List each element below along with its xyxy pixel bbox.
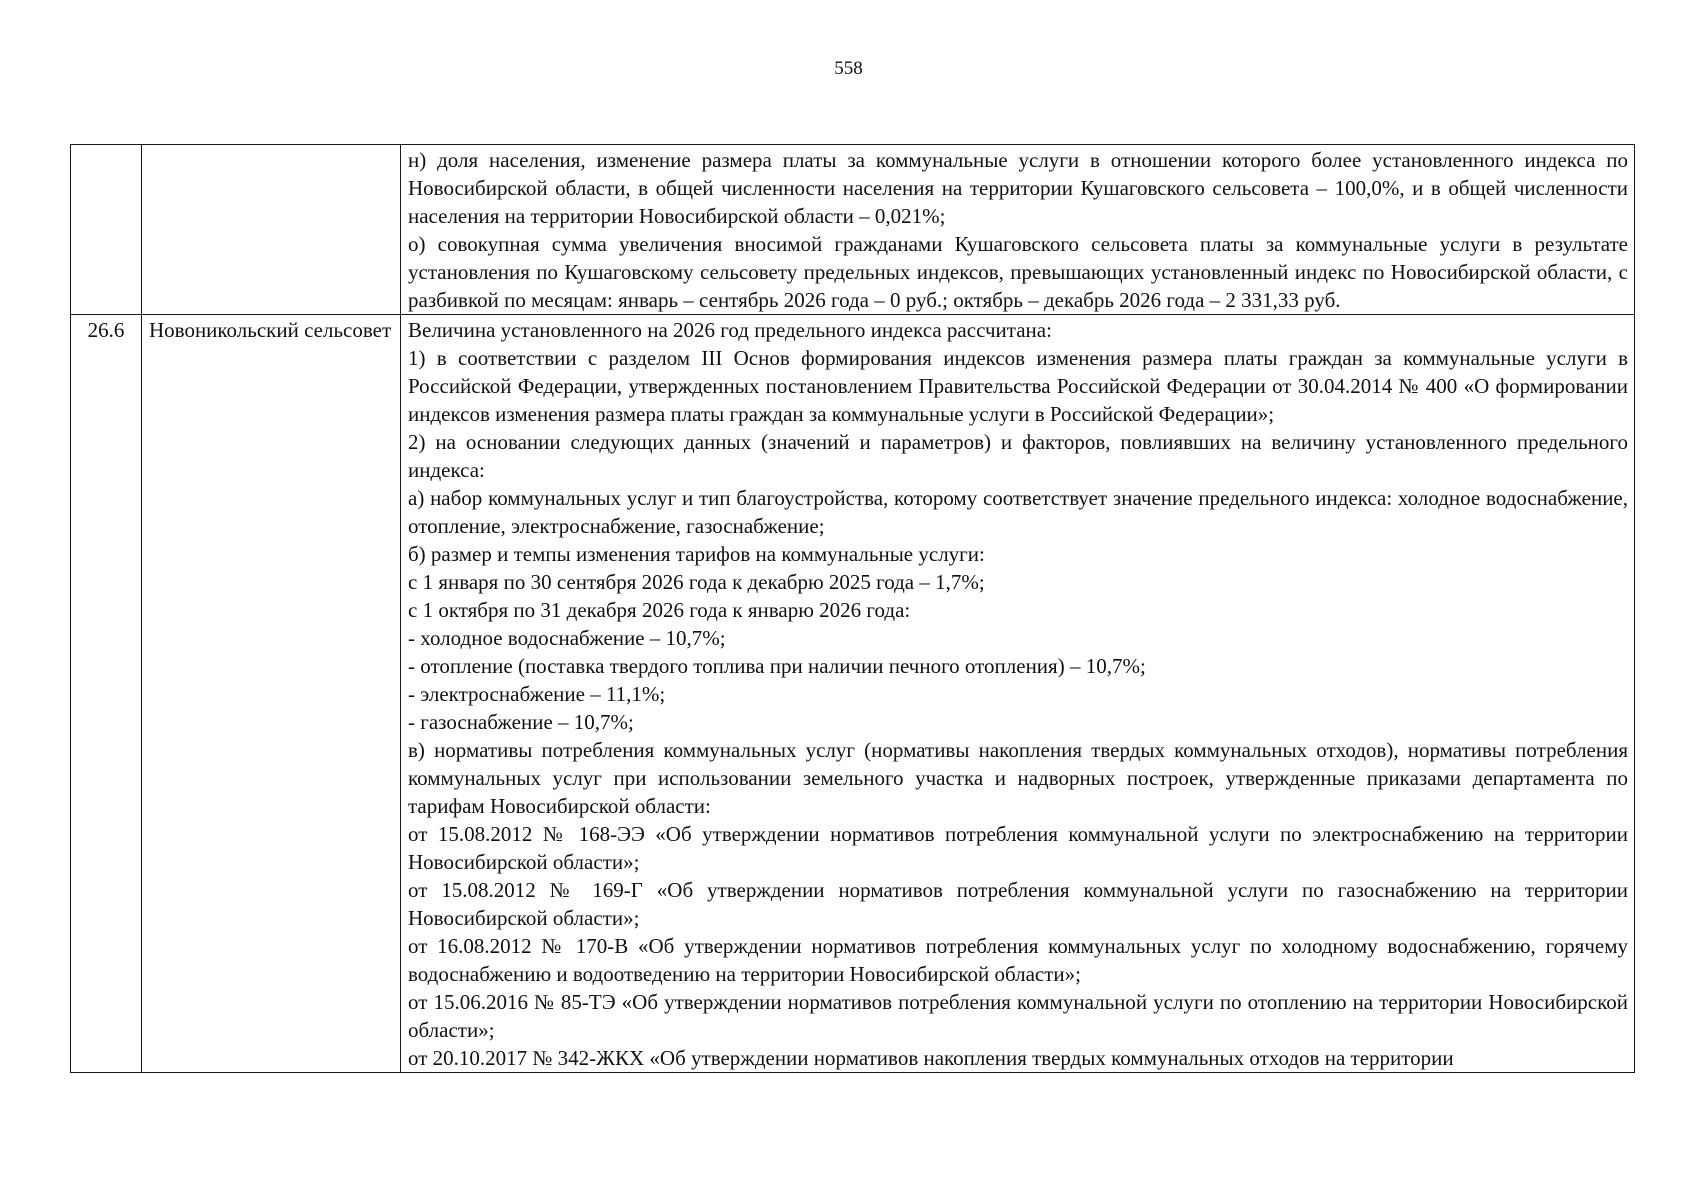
paragraph: - газоснабжение – 10,7%; bbox=[408, 710, 634, 734]
paragraph: Величина установленного на 2026 год предельного индекса рассчитана: bbox=[408, 318, 1052, 342]
row-number-cell bbox=[71, 145, 142, 315]
paragraph: от 16.08.2012 № 170-В «Об утверждении нормативов потребления коммунальных услуг по холодному водоснабжению, горячему водоснабжению и водоотведению на территории Новосибирской области»; bbox=[408, 934, 1628, 986]
paragraph: с 1 января по 30 сентября 2026 года к декабрю 2025 года – 1,7%; bbox=[408, 570, 985, 594]
paragraph: о) совокупная сумма увеличения вносимой гражданами Кушаговского сельсовета платы за коммунальные услуги в результате установления по Кушаговскому сельсовету предельных индексов, превышающих установленный индекс по Новосибирской области, с разбивкой по месяцам: январь – сентябрь 2026 года – 0 руб.; октябрь – декабрь 2026 года – 2 331,33 руб. bbox=[408, 232, 1628, 312]
paragraph: в) нормативы потребления коммунальных услуг (нормативы накопления твердых коммунальных отходов), нормативы потребления коммунальных услуг при использовании земельного участка и надворных построек, утвержденные приказами департамента по тарифам Новосибирской области: bbox=[408, 738, 1628, 818]
paragraph: - отопление (поставка твердого топлива при наличии печного отопления) – 10,7%; bbox=[408, 654, 1146, 678]
paragraph: 1) в соответствии с разделом III Основ формирования индексов изменения размера платы граждан за коммунальные услуги в Российской Федерации, утвержденных постановлением Правительства Российской Федерации от 30.04.2014 № 400 «О формировании индексов изменения размера платы граждан за коммунальные услуги в Российской Федерации»; bbox=[408, 346, 1628, 426]
paragraph: б) размер и темпы изменения тарифов на коммунальные услуги: bbox=[408, 542, 985, 566]
tariff-index-table bbox=[70, 144, 1635, 1073]
paragraph: - холодное водоснабжение – 10,7%; bbox=[408, 626, 726, 650]
paragraph: н) доля населения, изменение размера платы за коммунальные услуги в отношении которого более установленного индекса по Новосибирской области, в общей численности населения на территории Кушаговского сельсовета – 100,0%, и в общей численности населения на территории Новосибирской области – 0,021%; bbox=[408, 148, 1628, 228]
paragraph: от 20.10.2017 № 342-ЖКХ «Об утверждении нормативов накопления твердых коммунальных отходов на территории bbox=[408, 1046, 1454, 1070]
paragraph: от 15.06.2016 № 85-ТЭ «Об утверждении нормативов потребления коммунальной услуги по отоплению на территории Новосибирской области»; bbox=[408, 990, 1628, 1042]
table-row bbox=[71, 145, 1635, 315]
municipality-name-cell bbox=[142, 145, 401, 315]
paragraph: от 15.08.2012 № 168-ЭЭ «Об утверждении нормативов потребления коммунальной услуги по электроснабжению на территории Новосибирской области»; bbox=[408, 822, 1628, 874]
paragraph: 2) на основании следующих данных (значений и параметров) и факторов, повлиявших на величину установленного предельного индекса: bbox=[408, 430, 1628, 482]
paragraph: от 15.08.2012 № 169-Г «Об утверждении нормативов потребления коммунальной услуги по газоснабжению на территории Новосибирской области»; bbox=[408, 878, 1628, 930]
paragraph: а) набор коммунальных услуг и тип благоустройства, которому соответствует значение предельного индекса: холодное водоснабжение, отопление, электроснабжение, газоснабжение; bbox=[408, 486, 1628, 538]
description-cell bbox=[401, 315, 1635, 1073]
table-row bbox=[71, 315, 1635, 1073]
paragraph: - электроснабжение – 11,1%; bbox=[408, 682, 666, 706]
municipality-name-cell: Новоникольский сельсовет bbox=[142, 315, 401, 1073]
page-number: 558 bbox=[834, 58, 863, 79]
description-cell bbox=[401, 145, 1635, 315]
paragraph: с 1 октября по 31 декабря 2026 года к январю 2026 года: bbox=[408, 598, 911, 622]
row-number-cell: 26.6 bbox=[71, 315, 142, 1073]
